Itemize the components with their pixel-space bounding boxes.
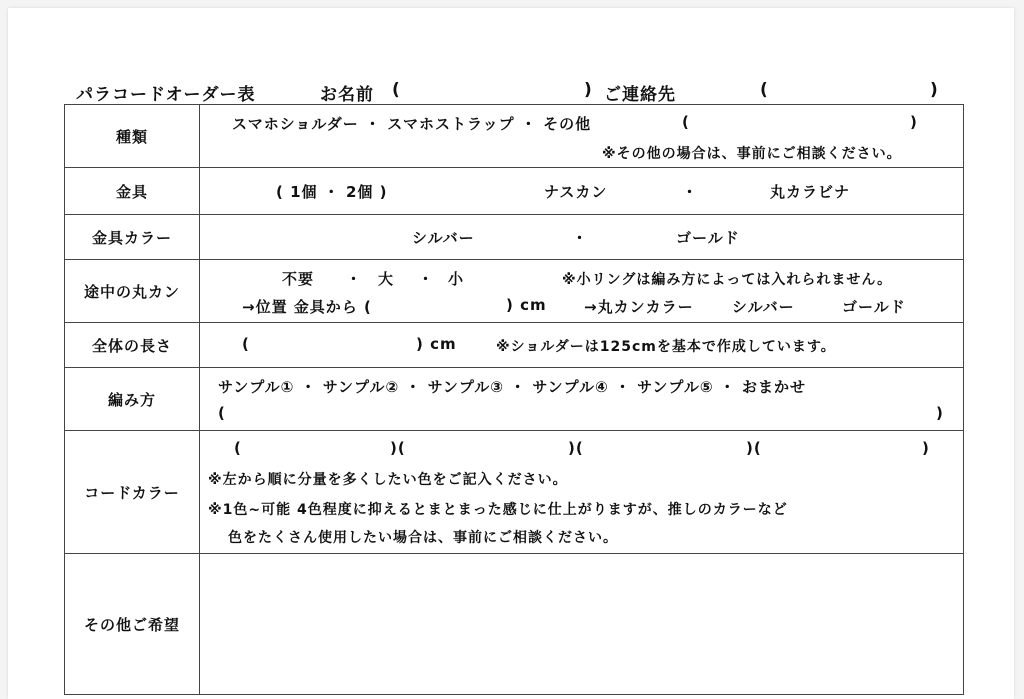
row-type-label: 種類 — [65, 105, 200, 168]
row-ring — [65, 260, 964, 323]
ring-color-label: →丸カンカラー — [584, 298, 694, 316]
cord-color-slot-open[interactable]: ( — [234, 439, 242, 457]
row-hardware-label: 金具 — [65, 168, 200, 215]
cord-color-slot-close[interactable]: ) — [922, 439, 930, 457]
row-other-label: その他ご希望 — [65, 554, 200, 695]
ring-size-large[interactable]: 大 — [378, 270, 395, 288]
row-hardware-color-label: 金具カラー — [65, 215, 200, 260]
hardware-nasukan[interactable]: ナスカン — [544, 183, 608, 201]
ring-size-small[interactable]: 小 — [448, 270, 465, 288]
row-other — [65, 554, 964, 695]
row-pattern-label: 編み方 — [65, 368, 200, 431]
row-cord-color-label: コードカラー — [65, 431, 200, 554]
row-cord-color-field[interactable] — [200, 431, 964, 554]
ring-size-none[interactable]: 不要 — [282, 270, 315, 288]
cord-color-slot-divider[interactable]: )( — [390, 439, 406, 457]
ring-color-gold[interactable]: ゴールド — [842, 298, 906, 316]
type-other-open[interactable]: ( — [682, 113, 690, 131]
row-type-field[interactable] — [200, 105, 964, 168]
hardware-carabiner[interactable]: 丸カラビナ — [770, 183, 851, 201]
row-length-field[interactable] — [200, 323, 964, 368]
row-ring-field[interactable] — [200, 260, 964, 323]
hardware-count[interactable]: ( 1個 ・ 2個 ) — [276, 183, 388, 201]
hardware-color-silver[interactable]: シルバー — [412, 229, 475, 247]
hardware-color-gold[interactable]: ゴールド — [676, 229, 740, 247]
ring-color-silver[interactable]: シルバー — [732, 298, 795, 316]
length-close-unit: ) cm — [416, 335, 457, 353]
cord-color-slot-divider[interactable]: )( — [746, 439, 762, 457]
ring-position-label[interactable]: →位置 金具から ( — [242, 298, 372, 316]
ring-dot-2: ・ — [418, 270, 435, 288]
ring-note: ※小リングは編み方によっては入れられません。 — [562, 272, 893, 288]
order-sheet — [8, 8, 1014, 699]
row-hardware-color — [65, 215, 964, 260]
length-open[interactable]: ( — [242, 335, 250, 353]
row-hardware — [65, 168, 964, 215]
pattern-open[interactable]: ( — [218, 404, 226, 422]
cord-color-note-3: 色をたくさん使用したい場合は、事前にご相談ください。 — [228, 530, 618, 546]
name-field-open[interactable]: ( — [392, 80, 401, 100]
cord-color-slot-divider[interactable]: )( — [568, 439, 584, 457]
contact-label: ご連絡先 — [604, 85, 676, 105]
type-other-close[interactable]: ) — [910, 113, 918, 131]
name-label: お名前 — [320, 85, 374, 105]
length-note: ※ショルダーは125cmを基本で作成しています。 — [496, 339, 836, 355]
cord-color-note-2: ※1色~可能 4色程度に抑えるとまとまった感じに仕上がりますが、推しのカラーなど — [208, 502, 788, 518]
contact-field-close[interactable]: ) — [930, 80, 939, 100]
hardware-dot: ・ — [682, 183, 699, 201]
ring-dot-1: ・ — [346, 270, 363, 288]
row-length-label: 全体の長さ — [65, 323, 200, 368]
row-type — [65, 105, 964, 168]
other-requests-field[interactable] — [200, 554, 964, 695]
form-title: パラコードオーダー表 — [76, 85, 256, 105]
row-hardware-field[interactable] — [200, 168, 964, 215]
pattern-options[interactable]: サンプル① ・ サンプル② ・ サンプル③ ・ サンプル④ ・ サンプル⑤ ・ おまかせ — [218, 378, 806, 396]
order-form-table — [64, 104, 964, 695]
ring-position-unit: ) cm — [506, 296, 547, 314]
contact-field-open[interactable]: ( — [760, 80, 769, 100]
row-pattern-field[interactable] — [200, 368, 964, 431]
row-length — [65, 323, 964, 368]
type-options[interactable]: スマホショルダー ・ スマホストラップ ・ その他 — [232, 115, 592, 133]
type-note: ※その他の場合は、事前にご相談ください。 — [602, 146, 902, 162]
pattern-close[interactable]: ) — [936, 404, 944, 422]
row-cord-color — [65, 431, 964, 554]
name-field-close[interactable]: ) — [584, 80, 593, 100]
form-header — [70, 76, 970, 104]
row-hardware-color-field[interactable] — [200, 215, 964, 260]
cord-color-note-1: ※左から順に分量を多くしたい色をご記入ください。 — [208, 472, 568, 488]
row-pattern — [65, 368, 964, 431]
row-ring-label: 途中の丸カン — [65, 260, 200, 323]
hardware-color-dot: ・ — [572, 229, 589, 247]
